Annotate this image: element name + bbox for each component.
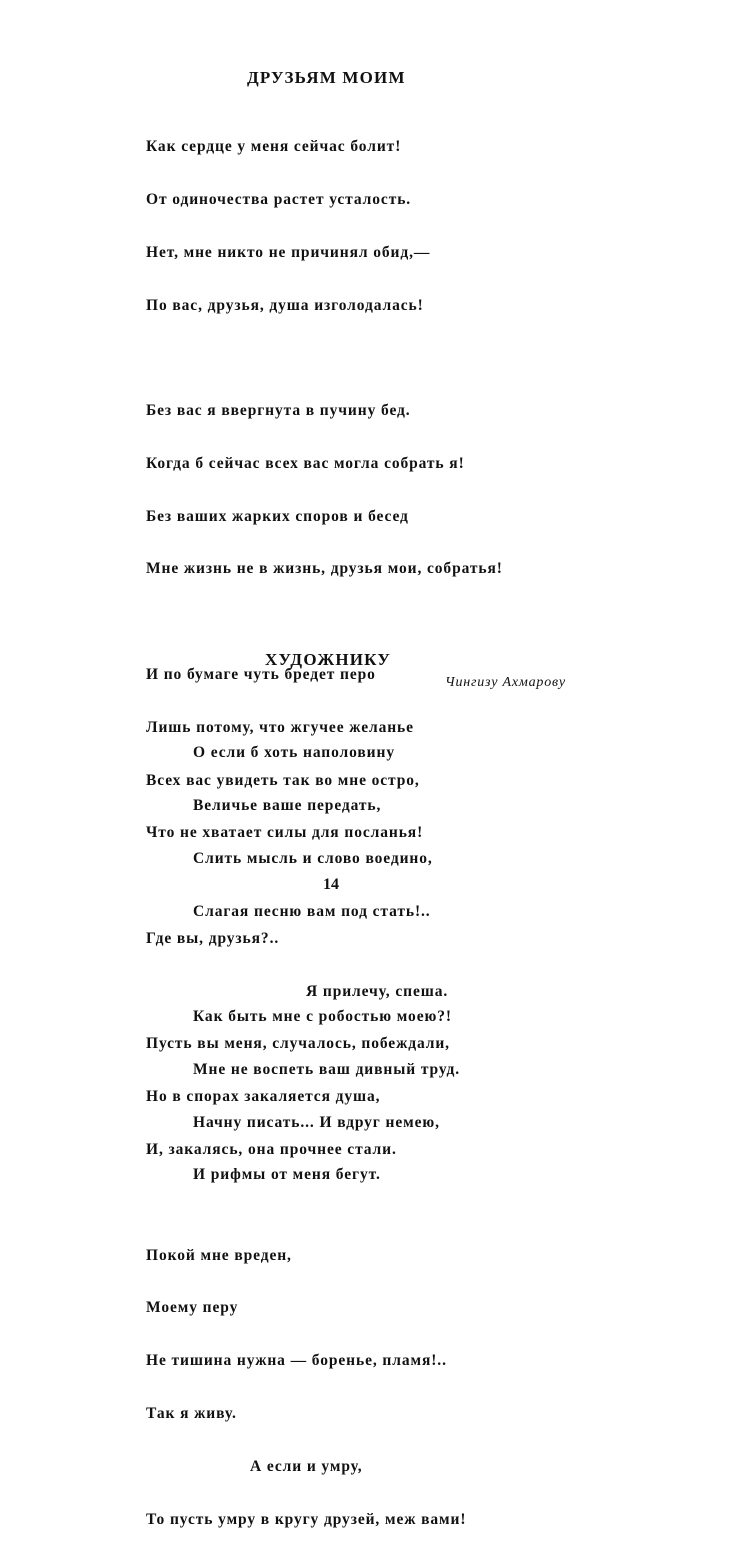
poem-line: Без ваших жарких споров и бесед (146, 507, 409, 525)
poem-line: Где вы, друзья?.. (146, 929, 280, 947)
poem-line: Начну писать... И вдруг немею, (193, 1113, 440, 1131)
poem-title: ХУДОЖНИКУ (265, 650, 392, 669)
poem-line: От одиночества растет усталость. (146, 190, 412, 208)
poem-line: Всех вас увидеть так во мне остро, (146, 771, 420, 789)
poem-line: Что не хватает силы для посланья! (146, 824, 424, 842)
poem-line: Нет, мне никто не причинял обид,— (146, 243, 431, 261)
stanza-gap (193, 955, 460, 973)
poem-line: По вас, друзья, душа изголодалась! (146, 296, 424, 314)
stanza-gap (146, 613, 503, 631)
poem-line: Когда б сейчас всех вас могла собрать я! (146, 454, 465, 472)
poem-line: Без вас я ввергнута в пучину бед. (146, 402, 411, 420)
poem-line: Но в спорах закаляется душа, (146, 1088, 381, 1106)
poem-line: Слагая песню вам под стать!.. (193, 902, 431, 920)
poem-line: Покой мне вреден, (146, 1246, 292, 1264)
poem-line: Так я живу. (146, 1404, 237, 1422)
poem-line: Как быть мне с робостью моею?! (193, 1008, 452, 1026)
poem-line: И рифмы от меня бегут. (193, 1166, 381, 1184)
poem-line: То пусть умру в кругу друзей, меж вами! (146, 1510, 467, 1528)
poem-dedication: Чингизу Ахмарову (445, 675, 566, 690)
stanza-gap (146, 349, 503, 367)
poem-line: Я прилечу, спеша. (306, 982, 449, 1000)
poem-line: Мне жизнь не в жизнь, друзья мои, собратья! (146, 560, 503, 578)
poem-line: Пусть вы меня, случалось, побеждали, (146, 1035, 450, 1053)
poem-line: И по бумаге чуть бредет перо (146, 666, 376, 683)
poem-line: Мне не воспеть ваш дивный труд. (193, 1060, 461, 1078)
poem-line: Лишь потому, что жгучее желанье (146, 718, 414, 736)
poem-line: Не тишина нужна — боренье, пламя!.. (146, 1352, 447, 1370)
poem-line: Как сердце у меня сейчас болит! (146, 138, 402, 156)
poem-line: О если б хоть наполовину (193, 744, 395, 762)
poem-body (193, 709, 460, 1219)
poem-title: ДРУЗЬЯМ МОИМ (247, 68, 406, 87)
poem-line: Величье ваше передать, (193, 796, 382, 814)
poem-line: И, закалясь, она прочнее стали. (146, 1141, 397, 1159)
poem-line: А если и умру, (250, 1457, 363, 1475)
poem-line: Слить мысль и слово воедино, (193, 849, 433, 867)
poem-line: Моему перу (146, 1299, 239, 1317)
page-number: 14 (323, 876, 339, 893)
